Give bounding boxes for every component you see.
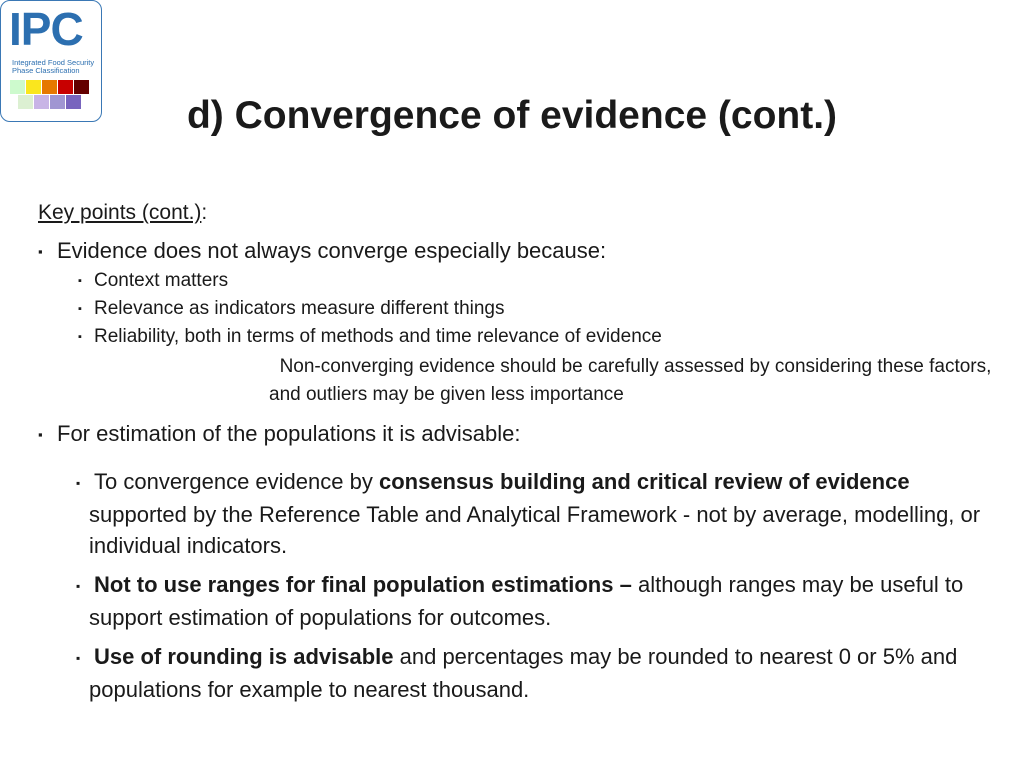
sub-item xyxy=(78,323,1008,351)
logo-subtitle-line1: Integrated Food Security xyxy=(12,58,95,67)
bullet-marker: ▪ xyxy=(78,275,82,287)
phase-swatch xyxy=(26,80,41,94)
bullet-marker: ▪ xyxy=(76,651,81,665)
bullet-text: Evidence does not always converge especially because: xyxy=(57,238,607,263)
sub-item xyxy=(78,267,1008,295)
point-text: To convergence evidence by xyxy=(94,469,379,494)
arrow-note xyxy=(269,353,1008,409)
point-text: although ranges may be useful to support estimation of populations for outcomes. xyxy=(89,572,964,630)
point-bold-text: Use of rounding is advisable xyxy=(94,644,394,669)
bullet-marker: ▪ xyxy=(76,579,81,593)
sub-item-text: Reliability, both in terms of methods and time relevance of evidence xyxy=(94,326,662,347)
phase-swatch xyxy=(58,80,73,94)
bullet-marker: ▪ xyxy=(38,244,43,259)
bullet-marker: ▪ xyxy=(76,476,81,490)
point-rounding xyxy=(76,641,1008,705)
note-text: Non-converging evidence should be carefully assessed by considering these factors, and outliers may be given less importance xyxy=(269,356,992,405)
sub-item xyxy=(78,295,1008,323)
sub-item-text: Relevance as indicators measure different things xyxy=(94,298,505,319)
bullet-marker: ▪ xyxy=(38,427,43,442)
point-consensus xyxy=(76,466,1008,561)
bullet-marker: ▪ xyxy=(78,331,82,343)
point-text: supported by the Reference Table and Analytical Framework - not by average, modelling, or individual indicators. xyxy=(89,502,981,558)
swatch-row-1 xyxy=(10,80,94,94)
bullet-marker: ▪ xyxy=(78,303,82,315)
logo-subtitle xyxy=(12,59,102,75)
point-bold-text: consensus building and critical review of evidence xyxy=(378,469,910,494)
point-text: and percentages may be rounded to nearest 0 or 5% and populations for example to nearest thousand. xyxy=(89,644,958,702)
bullet-text: For estimation of the populations it is advisable: xyxy=(57,421,521,446)
keypoints-heading xyxy=(38,198,1008,228)
point-bold-text: Not to use ranges for final population estimations – xyxy=(94,572,632,597)
sub-item-text: Context matters xyxy=(94,270,229,291)
slide-body xyxy=(38,198,1008,705)
slide-title: d) Convergence of evidence (cont.) xyxy=(186,94,838,137)
bullet-estimation xyxy=(38,419,1008,450)
keypoints-colon: : xyxy=(201,201,208,224)
phase-swatch xyxy=(74,80,89,94)
point-ranges xyxy=(76,569,1008,633)
phase-swatch xyxy=(10,80,25,94)
bullet-evidence-converge xyxy=(38,236,1008,267)
keypoints-label: Key points (cont.) xyxy=(38,201,202,224)
phase-swatch xyxy=(42,80,57,94)
logo-acronym: IPC xyxy=(9,3,83,55)
logo-subtitle-line2: Phase Classification xyxy=(12,66,80,75)
